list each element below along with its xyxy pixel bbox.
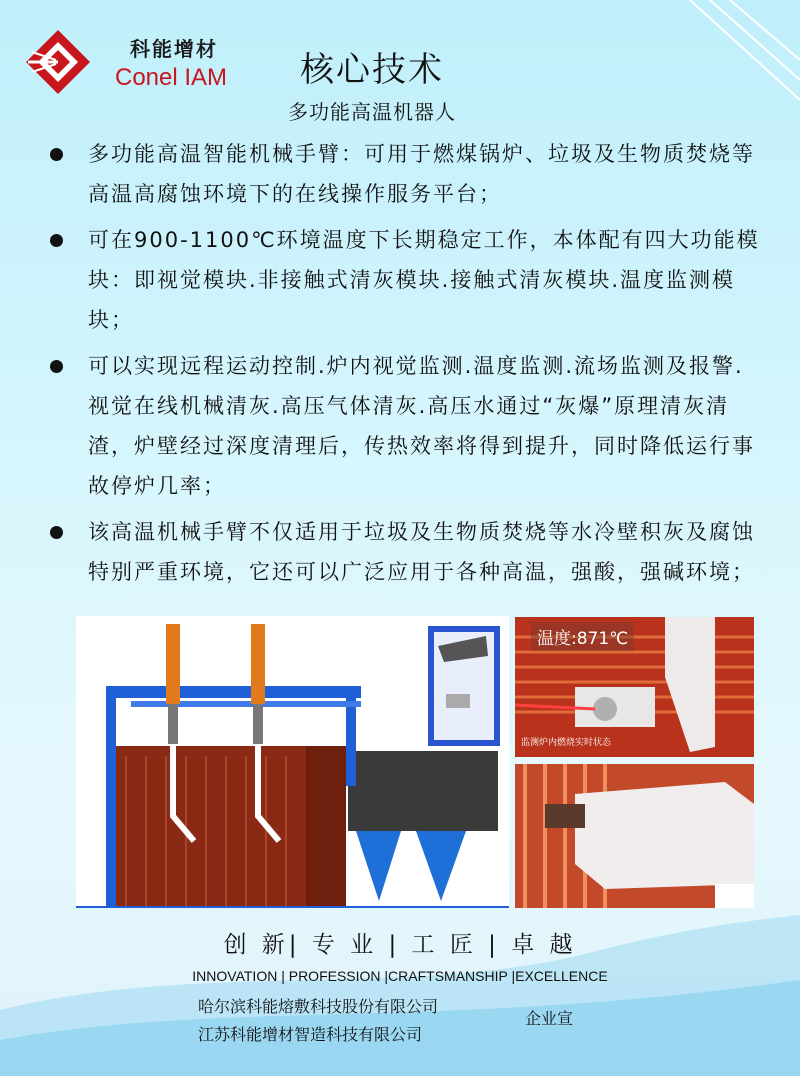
brand-name-en: Conel IAM <box>115 64 228 91</box>
feature-item: 可以实现远程运动控制.炉内视觉监测.温度监测.流场监测及报警.视觉在线机械清灰.高压气体清灰.高压水通过“灰爆”原理清灰清渣，炉壁经过深度清理后，传热效率将得到提升，同时降低运行事故停炉几率； <box>46 346 766 506</box>
feature-item: 该高温机械手臂不仅适用于垃圾及生物质焚烧等水冷壁积灰及腐蚀特别严重环境，它还可以广泛应用于各种高温，强酸，强碱环境； <box>46 512 766 592</box>
brand-name-cn: 科能增材 <box>130 37 218 61</box>
company-name: 哈尔滨科能熔敷科技股份有限公司 <box>198 997 439 1016</box>
company-logo-icon <box>22 26 94 98</box>
corner-decoration <box>670 0 800 110</box>
feature-item: 多功能高温智能机械手臂：可用于燃煤锅炉、垃圾及生物质焚烧等高温高腐蚀环境下的在线操作服务平台； <box>46 134 766 214</box>
company-name: 江苏科能增材智造科技有限公司 <box>198 1025 423 1044</box>
side-label: 企业宣 <box>525 1009 574 1028</box>
slogan-cn: 创 新| 专 业 | 工 匠 | 卓 越 <box>223 932 577 958</box>
monitor-caption: 监测炉内燃烧实时状态 <box>521 738 612 748</box>
feature-item: 可在900-1100℃环境温度下长期稳定工作，本体配有四大功能模块：即视觉模块.非接触式清灰模块.接触式清灰模块.温度监测模块； <box>46 220 766 340</box>
slogan-en: INNOVATION | PROFESSION |CRAFTSMANSHIP |EXCELLENCE <box>192 968 608 984</box>
cleaning-module-image <box>515 764 754 908</box>
cleaning-module-photo <box>515 764 754 908</box>
robot-boiler-illustration <box>76 616 509 908</box>
page-title: 核心技术 <box>300 50 444 90</box>
feature-list <box>46 134 766 598</box>
temperature-photo <box>515 617 754 757</box>
temperature-readout: 温度:871℃ <box>531 622 634 651</box>
page-subtitle: 多功能高温机器人 <box>288 100 456 124</box>
